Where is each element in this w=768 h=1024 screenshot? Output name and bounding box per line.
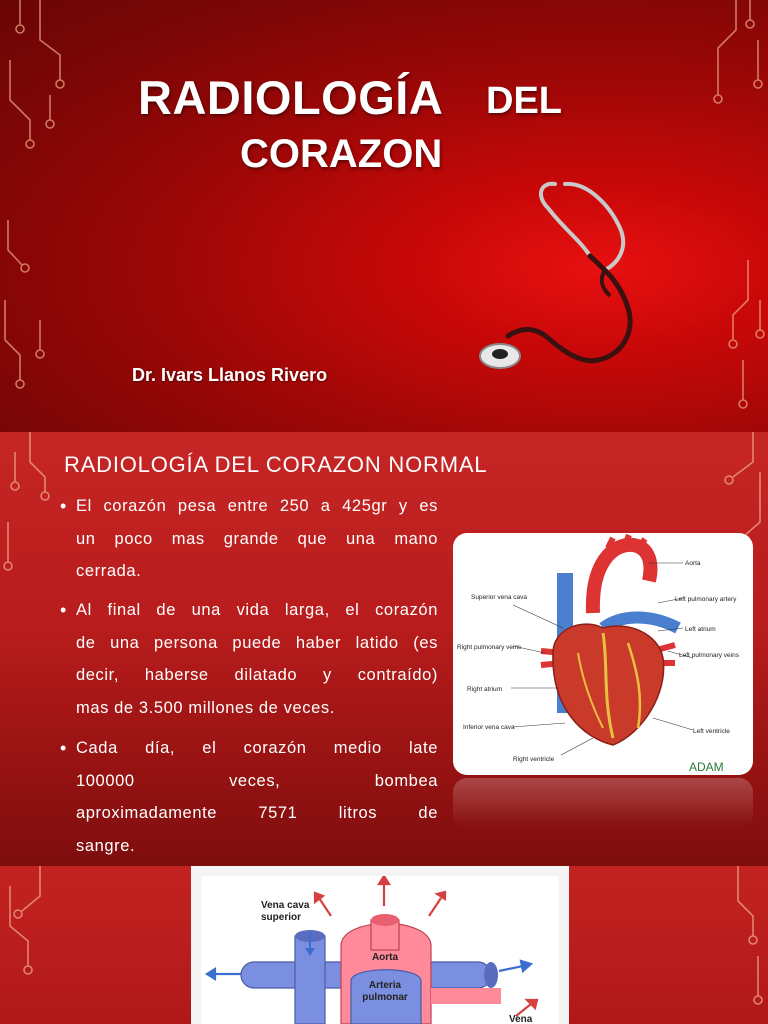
slide-title-line1: RADIOLOGÍA — [138, 71, 444, 124]
image-reflection — [453, 778, 753, 828]
circuit-decoration-left-3 — [0, 866, 60, 1024]
bullet-line: decir, haberse dilatado y contraído) — [76, 666, 438, 684]
bullet-dot: • — [60, 600, 67, 620]
label-superior-vena-cava: Superior vena cava — [471, 594, 528, 601]
heart-flow-diagram — [191, 866, 569, 1024]
section-title: RADIOLOGÍA DEL CORAZON NORMAL — [64, 452, 488, 477]
label-right-ventricle: Right ventricle — [513, 756, 555, 763]
bullet-line: aproximadamente 7571 litros de — [76, 804, 438, 822]
bullet-line: sangre. — [76, 836, 136, 855]
bullet-line: El corazón pesa entre 250 a 425gr y es — [76, 497, 438, 515]
slide-title-line2: CORAZON — [240, 132, 443, 176]
bullet-line: Cada día, el corazón medio late — [76, 739, 438, 757]
bullet-item — [60, 732, 438, 862]
label-right-atrium: Right atrium — [467, 686, 503, 693]
label-left-atrium: Left atrium — [685, 626, 716, 633]
label-aorta: Aorta — [685, 560, 701, 567]
circuit-decoration-right — [688, 0, 768, 432]
bullet-item — [60, 594, 438, 724]
bullet-dot: • — [60, 738, 67, 758]
slide-title-line1-small: DEL — [486, 80, 562, 122]
label-left-pulmonary-artery: Left pulmonary artery — [675, 596, 737, 603]
label-pulmonar: pulmonar — [362, 992, 408, 1003]
bullet-item — [60, 490, 438, 588]
bullet-line: 100000 veces, bombea — [76, 771, 438, 790]
bullet-line: mas de 3.500 millones de veces. — [76, 698, 335, 717]
stethoscope-icon — [470, 178, 650, 383]
label-vena: Vena — [509, 1014, 533, 1024]
bullet-dot: • — [60, 496, 67, 516]
label-inferior-vena-cava: Inferior vena cava — [463, 724, 515, 731]
label-superior: superior — [261, 912, 302, 923]
circuit-decoration-left-2 — [0, 432, 60, 866]
label-left-ventricle: Left ventricle — [693, 728, 730, 735]
label-arteria: Arteria — [368, 980, 402, 991]
heart-anatomy-image — [453, 533, 753, 775]
bullet-line: Al final de una vida larga, el corazón — [76, 601, 438, 619]
label-vena-cava: Vena cava — [261, 900, 310, 911]
bullet-line: cerrada. — [76, 562, 142, 580]
circuit-decoration-left — [0, 0, 80, 432]
bullet-line: de una persona puede haber latido (es — [76, 633, 438, 652]
title-slide — [0, 0, 768, 432]
author-name: Dr. Ivars Llanos Rivero — [132, 365, 328, 385]
bullet-line: un poco mas grande que una mano — [76, 529, 438, 548]
adam-logo: ADAM — [689, 760, 724, 774]
label-aorta-2: Aorta — [371, 952, 399, 963]
circuit-decoration-right-3 — [708, 866, 768, 1024]
label-right-pulmonary-veins: Right pulmonary veins — [457, 644, 522, 651]
label-left-pulmonary-veins: Left pulmonary veins — [679, 652, 739, 659]
